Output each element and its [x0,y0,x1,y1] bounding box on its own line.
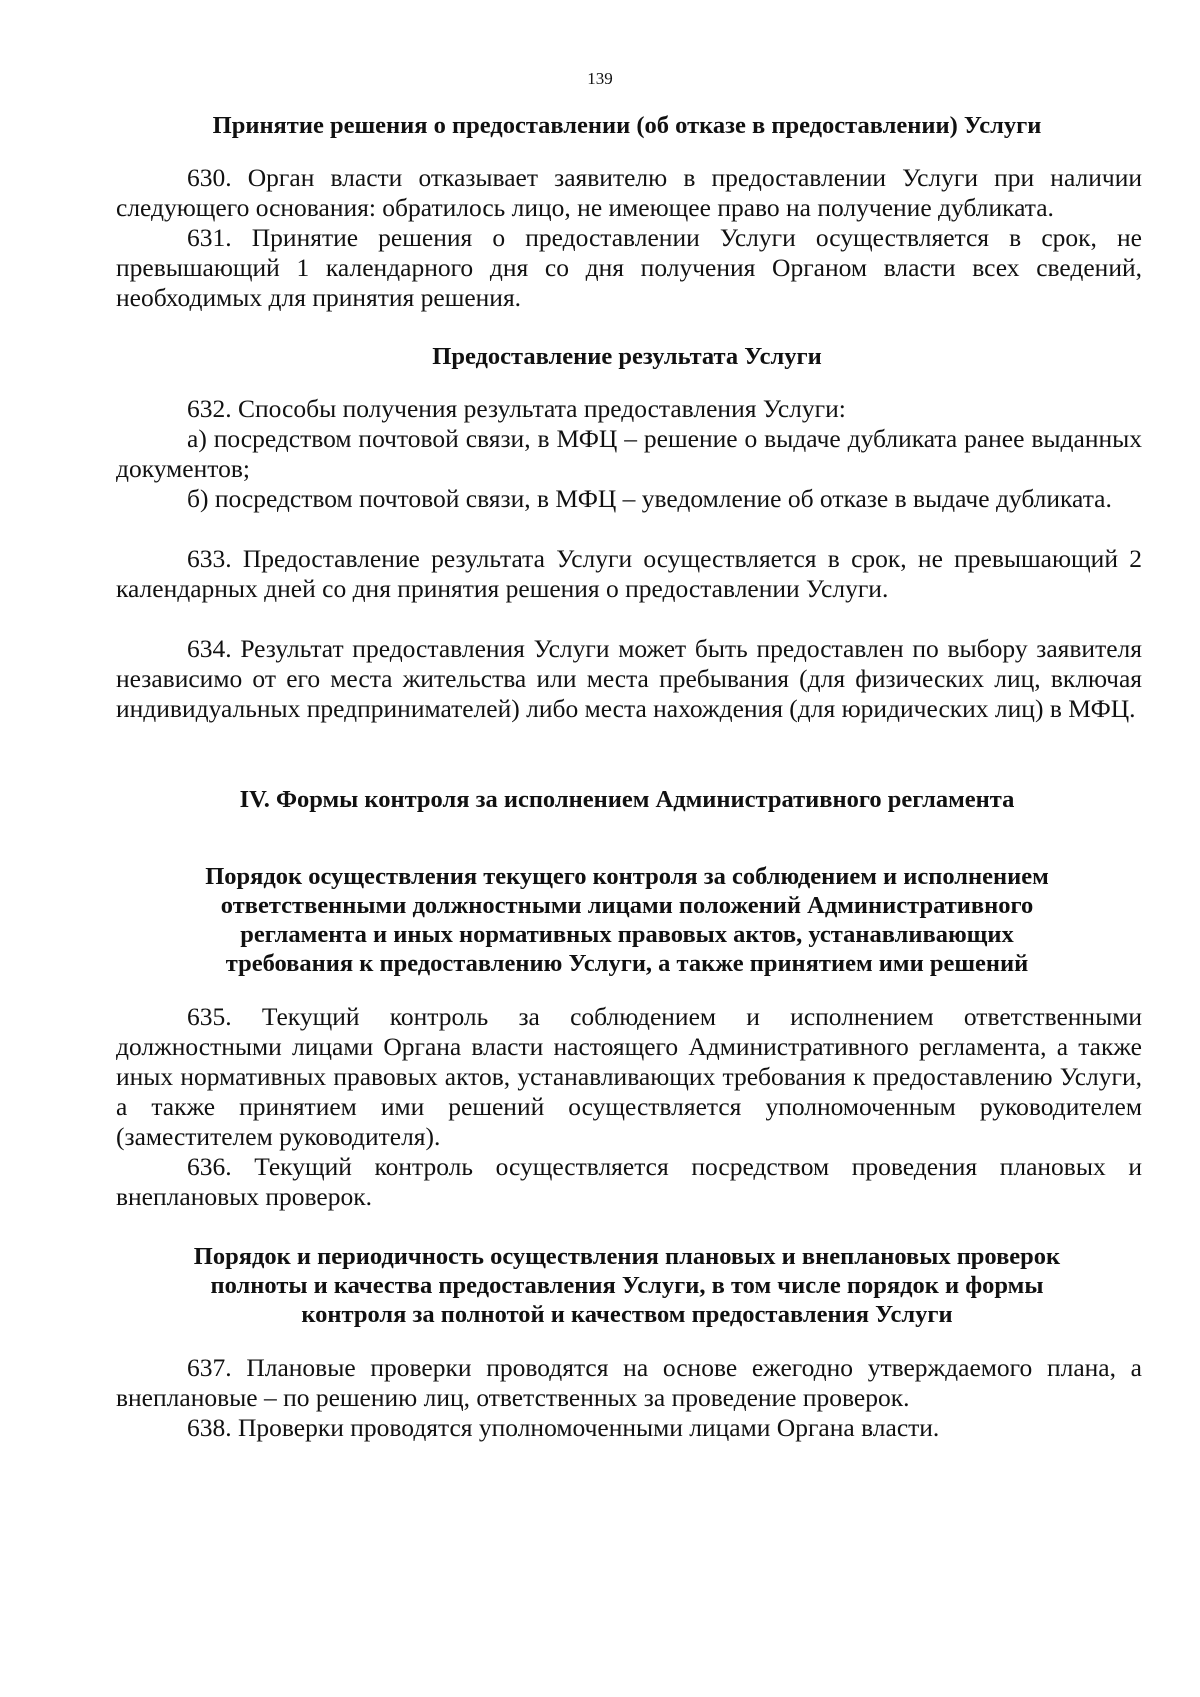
paragraph-632: 632. Способы получения результата предоставления Услуги: [187,394,846,423]
section-heading-inspections-line-2: полноты и качества предоставления Услуги, в том числе порядок и формы [210,1272,1044,1299]
section-heading-current-control-line-2: ответственными должностными лицами положений Административного [220,892,1034,919]
paragraph-637: 637. Плановые проверки проводятся на основе ежегодно утверждаемого плана, а внеплановые – по решению лиц, ответственных за проведение проверок. [116,1353,1142,1412]
paragraph-638: 638. Проверки проводятся уполномоченными лицами Органа власти. [187,1413,940,1442]
section-heading-inspections-line-1: Порядок и периодичность осуществления плановых и внеплановых проверок [193,1243,1061,1270]
paragraph-633: 633. Предоставление результата Услуги осуществляется в срок, не превышающий 2 календарных дней со дня принятия решения о предоставлении Услуги. [116,544,1142,603]
paragraph-636: 636. Текущий контроль осуществляется посредством проведения плановых и внеплановых проверок. [116,1152,1142,1211]
page-number: 139 [587,69,613,88]
section-heading-inspections-line-3: контроля за полнотой и качеством предоставления Услуги [301,1301,953,1328]
section-heading-result: Предоставление результата Услуги [432,343,822,370]
section-heading-current-control-line-4: требования к предоставлению Услуги, а также принятием ими решений [225,950,1029,977]
chapter-heading-iv: IV. Формы контроля за исполнением Административного регламента [239,786,1015,813]
section-heading-decision: Принятие решения о предоставлении (об отказе в предоставлении) Услуги [212,112,1042,139]
section-heading-current-control-line-3: регламента и иных нормативных правовых актов, устанавливающих [240,921,1014,948]
paragraph-632-a: а) посредством почтовой связи, в МФЦ – решение о выдаче дубликата ранее выданных документов; [116,424,1142,483]
paragraph-632-b: б) посредством почтовой связи, в МФЦ – уведомление об отказе в выдаче дубликата. [187,484,1112,513]
paragraph-635: 635. Текущий контроль за соблюдением и исполнением ответственными должностными лицами Органа власти настоящего Административного регламента, а также иных нормативных правовых актов, устанавливающих требования к предоставлению Услуги, а также принятием ими решений осуществляется уполномоченным руководителем (заместителем руководителя). [116,1002,1142,1151]
paragraph-631: 631. Принятие решения о предоставлении Услуги осуществляется в срок, не превышающий 1 календарного дня со дня получения Органом власти всех сведений, необходимых для принятия решения. [116,223,1142,312]
section-heading-current-control-line-1: Порядок осуществления текущего контроля за соблюдением и исполнением [205,863,1049,890]
paragraph-630: 630. Орган власти отказывает заявителю в предоставлении Услуги при наличии следующего основания: обратилось лицо, не имеющее право на получение дубликата. [116,163,1142,222]
paragraph-634: 634. Результат предоставления Услуги может быть предоставлен по выбору заявителя независимо от его места жительства или места пребывания (для физических лиц, включая индивидуальных предпринимателей) либо места нахождения (для юридических лиц) в МФЦ. [116,634,1142,723]
